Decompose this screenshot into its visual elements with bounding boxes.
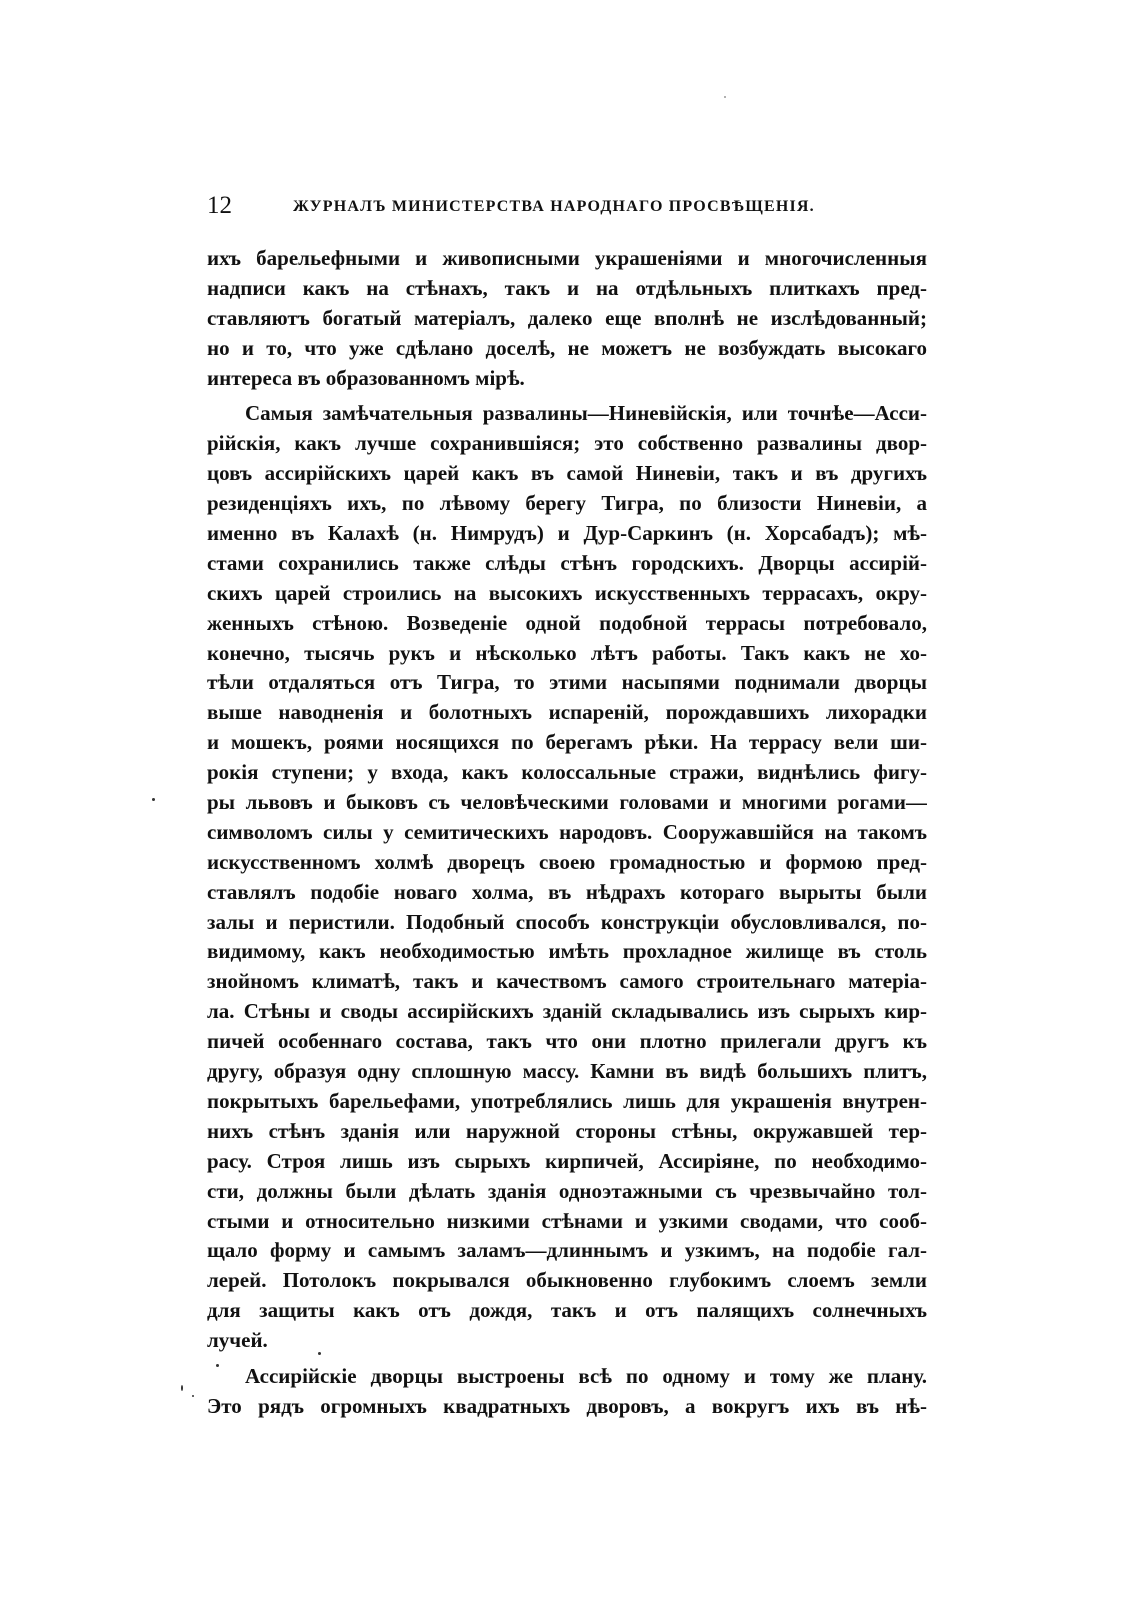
text-line: пичей особеннаго состава, такъ что они плотно прилегали другъ къ bbox=[207, 1029, 927, 1054]
running-head: ЖУРНАЛЪ МИНИСТЕРСТВА НАРОДНАГО ПРОСВѢЩЕНІЯ. bbox=[293, 198, 815, 215]
text-line: ставлялъ подобіе новаго холма, въ нѣдрахъ котораго вырыты были bbox=[207, 879, 927, 904]
paragraph-2 bbox=[207, 399, 927, 1356]
text-line: покрытыхъ барельефами, употреблялись лишь для украшенія внутрен- bbox=[207, 1088, 927, 1113]
text-line: стами сохранились также слѣды стѣнъ городскихъ. Дворцы ассирій- bbox=[207, 550, 927, 575]
text-line: именно въ Калахѣ (н. Нимрудъ) и Дур-Саркинъ (н. Хорсабадъ); мѣ- bbox=[207, 521, 927, 546]
text-line: конечно, тысячь рукъ и нѣсколько лѣтъ работы. Такъ какъ не хо- bbox=[207, 640, 927, 665]
text-line: искусственномъ холмѣ дворецъ своею громадностью и формою пред- bbox=[207, 849, 927, 874]
text-line: Это рядъ огромныхъ квадратныхъ дворовъ, а вокругъ ихъ въ нѣ- bbox=[207, 1393, 927, 1418]
page-header bbox=[207, 192, 927, 222]
text-line: для защиты какъ отъ дождя, такъ и отъ палящихъ солнечныхъ bbox=[207, 1298, 927, 1323]
scan-speck bbox=[181, 1385, 183, 1391]
text-line: рійскія, какъ лучше сохранившіяся; это собственно развалины двор- bbox=[207, 431, 927, 456]
text-line: сти, должны были дѣлать зданія одноэтажными съ чрезвычайно тол- bbox=[207, 1178, 927, 1203]
body-text bbox=[207, 244, 927, 1422]
text-line: символомъ силы у семитическихъ народовъ. Сооружавшійся на такомъ bbox=[207, 819, 927, 844]
text-line: знойномъ климатѣ, такъ и качествомъ самого строительнаго матеріа- bbox=[207, 969, 927, 994]
text-line: женныхъ стѣною. Возведеніе одной подобной террасы потребовало, bbox=[207, 610, 927, 635]
text-line: скихъ царей строились на высокихъ искусственныхъ террасахъ, окру- bbox=[207, 580, 927, 605]
text-line: нихъ стѣнъ зданія или наружной стороны стѣны, окружавшей тер- bbox=[207, 1118, 927, 1143]
text-line: Самыя замѣчательныя развалины—Ниневійскія, или точнѣе—Асси- bbox=[245, 401, 927, 426]
text-line: расу. Строя лишь изъ сырыхъ кирпичей, Ассиріяне, по необходимо- bbox=[207, 1148, 927, 1173]
text-line: но и то, что уже сдѣлано доселѣ, не можетъ не возбуждать высокаго bbox=[207, 335, 927, 360]
text-line: ставляютъ богатый матеріалъ, далеко еще вполнѣ не изслѣдованный; bbox=[207, 305, 927, 330]
paragraph-3 bbox=[207, 1362, 927, 1422]
text-line: цовъ ассирійскихъ царей какъ въ самой Ниневіи, такъ и въ другихъ bbox=[207, 461, 927, 486]
text-line: лерей. Потолокъ покрывался обыкновенно глубокимъ слоемъ земли bbox=[207, 1268, 927, 1293]
text-line: рокія ступени; у входа, какъ колоссальные стражи, виднѣлись фигу- bbox=[207, 760, 927, 785]
text-line: резиденціяхъ ихъ, по лѣвому берегу Тигра, по близости Ниневіи, а bbox=[207, 491, 927, 516]
text-line: другу, образуя одну сплошную массу. Камни въ видѣ большихъ плитъ, bbox=[207, 1059, 927, 1084]
text-line: выше наводненія и болотныхъ испареній, порождавшихъ лихорадки bbox=[207, 700, 927, 725]
text-line: надписи какъ на стѣнахъ, такъ и на отдѣльныхъ плиткахъ пред- bbox=[207, 275, 927, 300]
text-line: щало форму и самымъ заламъ—длиннымъ и узкимъ, на подобіе гал- bbox=[207, 1238, 927, 1263]
text-line: ры львовъ и быковъ съ человѣческими головами и многими рогами— bbox=[207, 790, 927, 815]
scan-speck bbox=[152, 798, 155, 801]
text-line: видимому, какъ необходимостью имѣть прохладное жилище въ столь bbox=[207, 939, 927, 964]
page-number: 12 bbox=[207, 192, 232, 219]
scan-speck bbox=[216, 1364, 219, 1367]
scan-speck bbox=[318, 1352, 321, 1355]
text-line: ла. Стѣны и своды ассирійскихъ зданій складывались изъ сырыхъ кир- bbox=[207, 999, 927, 1024]
scan-speck bbox=[724, 96, 726, 98]
scan-speck bbox=[192, 1395, 194, 1397]
text-line: Ассирійскіе дворцы выстроены всѣ по одному и тому же плану. bbox=[245, 1363, 927, 1388]
text-line: интереса въ образованномъ мірѣ. bbox=[207, 365, 525, 390]
text-line: и мошекъ, роями носящихся по берегамъ рѣки. На террасу вели ши- bbox=[207, 730, 927, 755]
text-line: ихъ барельефными и живописными украшеніями и многочисленныя bbox=[207, 246, 927, 270]
paragraph-1 bbox=[207, 244, 927, 393]
text-line: тѣли отдаляться отъ Тигра, то этими насыпями поднимали дворцы bbox=[207, 670, 927, 695]
text-line: залы и перистили. Подобный способъ конструкціи обусловливался, по- bbox=[207, 909, 927, 934]
text-line: стыми и относительно низкими стѣнами и узкими сводами, что сооб- bbox=[207, 1208, 927, 1233]
text-line: лучей. bbox=[207, 1328, 268, 1353]
